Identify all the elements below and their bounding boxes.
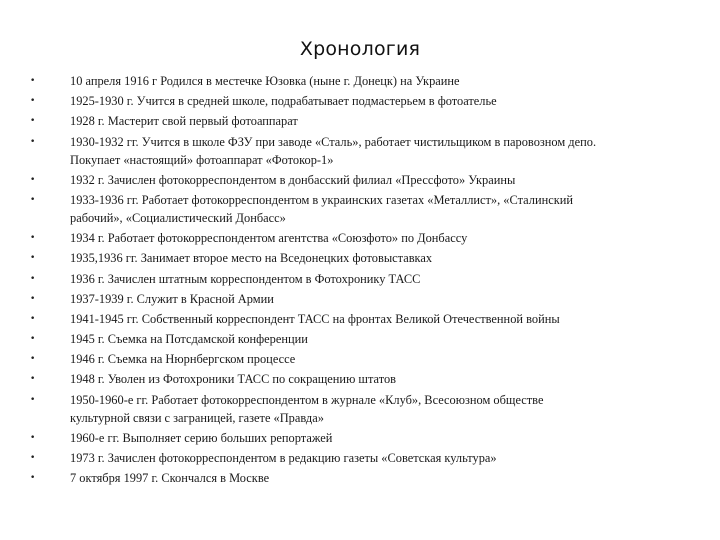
bullet-icon: • <box>30 253 36 264</box>
list-item-text: 1925-1930 г. Учится в средней школе, подрабатывает подмастерьем в фотоателье <box>70 94 497 109</box>
list-item <box>0 429 720 447</box>
bullet-icon: • <box>30 76 36 86</box>
bullet-icon: • <box>30 313 36 324</box>
bullet-icon: • <box>30 473 36 484</box>
slide-title: Хронология <box>299 38 421 60</box>
bullet-icon: • <box>30 136 36 147</box>
bullet-icon: • <box>30 453 36 463</box>
list-item <box>0 469 720 487</box>
list-item-text: 1945 г. Съемка на Потсдамской конференции <box>70 332 308 347</box>
list-item-text: 1948 г. Уволен из Фотохроники ТАСС по сокращению штатов <box>70 372 397 387</box>
bullet-icon: • <box>30 334 36 345</box>
list-item <box>0 330 720 348</box>
list-item-text: 7 октября 1997 г. Скончался в Москве <box>70 471 270 486</box>
bullet-icon: • <box>30 293 36 304</box>
list-item-text: 1941-1945 гг. Собственный корреспондент ТАСС на фронтах Великой Отечественной войны <box>70 311 560 326</box>
list-item <box>0 191 720 227</box>
list-item-text: 1935,1936 гг. Занимает второе место на Вседонецких фотовыставках <box>70 251 433 266</box>
list-item-text: 1960-е гг. Выполняет серию больших репортажей <box>70 430 333 445</box>
list-item-text: 1946 г. Съемка на Нюрнбергском процессе <box>70 352 296 367</box>
list-item <box>0 171 720 189</box>
list-item <box>0 290 720 308</box>
list-item-text: 1933-1936 гг. Работает фотокорреспондентом в украинских газетах «Металлист», «Сталинский рабочий», «Социалистический Донбасс» <box>70 192 574 225</box>
list-item <box>0 350 720 368</box>
list-item <box>0 249 720 267</box>
bullet-icon: • <box>30 432 36 443</box>
list-item <box>0 72 720 90</box>
list-item-text: 1934 г. Работает фотокорреспондентом агентства «Союзфото» по Донбассу <box>70 231 468 246</box>
list-item-text: 1928 г. Мастерит свой первый фотоаппарат <box>70 114 298 129</box>
list-item <box>0 92 720 110</box>
list-item <box>0 310 720 328</box>
bullet-icon: • <box>30 194 36 205</box>
list-item <box>0 370 720 388</box>
list-item <box>0 229 720 247</box>
bullet-icon: • <box>30 394 36 405</box>
list-item <box>0 112 720 130</box>
list-item <box>0 270 720 288</box>
list-item-text: 10 апреля 1916 г Родился в местечке Юзовка (ныне г. Донецк) на Украине <box>70 74 460 88</box>
list-item-text: 1932 г. Зачислен фотокорреспондентом в донбасский филиал «Прессфото» Украины <box>70 172 516 187</box>
bullet-icon: • <box>30 354 36 365</box>
list-item <box>0 133 720 169</box>
list-item-text: 1973 г. Зачислен фотокорреспондентом в редакцию газеты «Советская культура» <box>70 451 497 465</box>
chronology-list <box>0 72 720 489</box>
bullet-icon: • <box>30 174 36 185</box>
list-item-text: 1936 г. Зачислен штатным корреспондентом в Фотохронику ТАСС <box>70 271 421 286</box>
bullet-icon: • <box>30 96 36 107</box>
list-item-text: 1930-1932 гг. Учится в школе ФЗУ при заводе «Сталь», работает чистильщиком в паровозном депо. Покупает «настоящий» фотоаппарат «Фотокор-1» <box>70 134 597 167</box>
list-item <box>0 391 720 427</box>
list-item-text: 1950-1960-е гг. Работает фотокорреспондентом в журнале «Клуб», Всесоюзном обществе культурной связи с заграницей, газете «Правда» <box>70 392 544 425</box>
list-item-text: 1937-1939 г. Служит в Красной Армии <box>70 291 274 306</box>
bullet-icon: • <box>30 233 36 244</box>
bullet-icon: • <box>30 116 36 127</box>
bullet-icon: • <box>30 374 36 385</box>
list-item <box>0 449 720 467</box>
bullet-icon: • <box>30 273 36 284</box>
